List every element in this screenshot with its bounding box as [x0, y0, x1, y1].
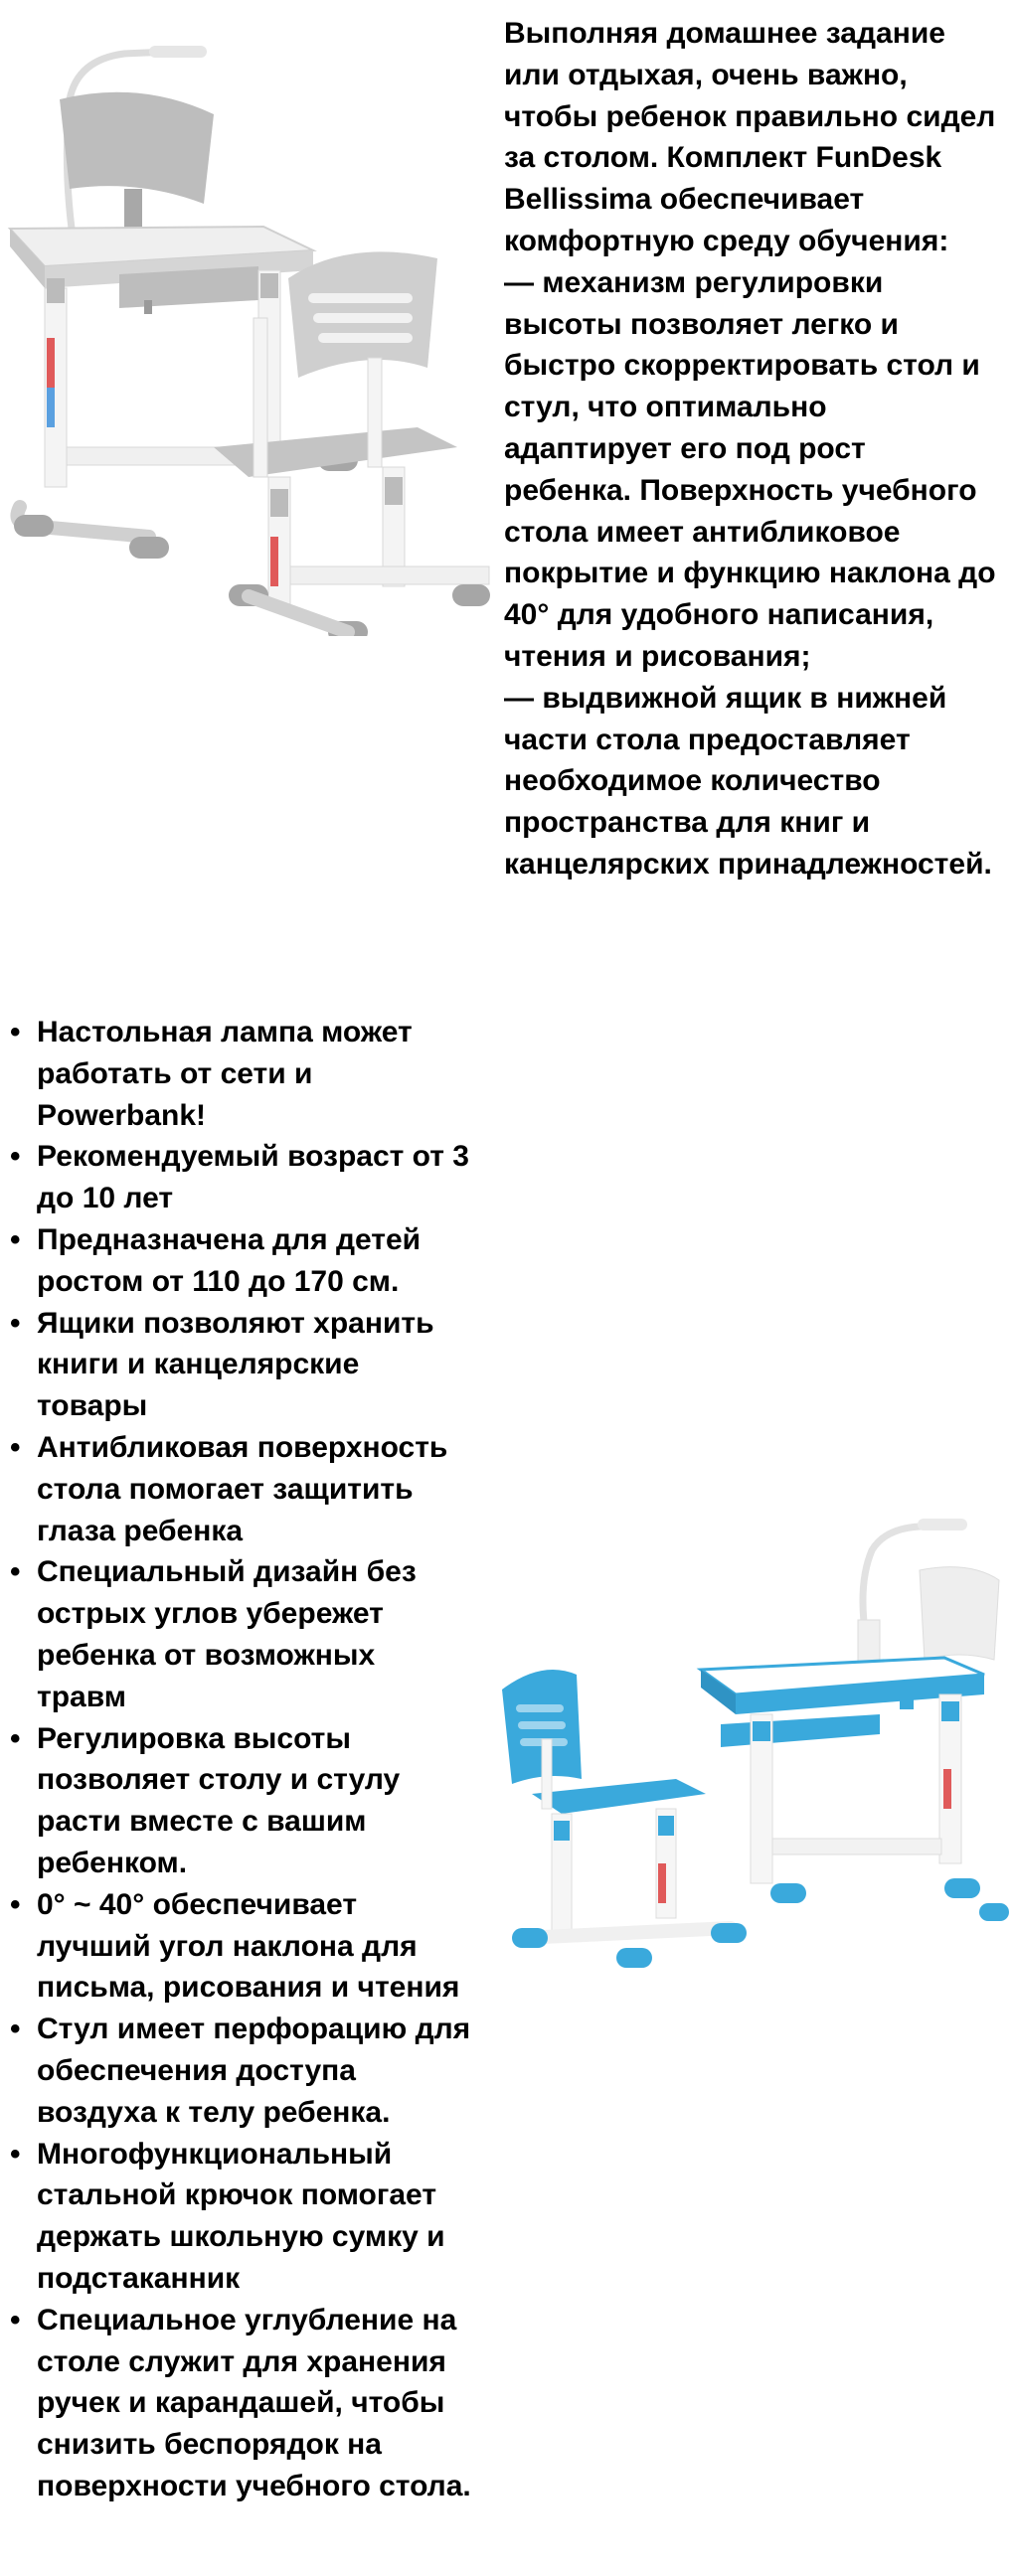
feature-text: Антибликовая поверхность стола помогает защитить глаза ребенка [37, 1430, 448, 1547]
bullet-icon: • [10, 2137, 21, 2171]
bullet-icon: • [10, 1887, 21, 1921]
feature-text: Многофункциональный стальной крючок помогает держать школьную сумку и подстаканник [37, 2137, 445, 2295]
grey-desk-chair-image [0, 40, 492, 636]
feature-text: Предназначена для детей ростом от 110 до 170 см. [37, 1222, 422, 1298]
intro-point-height-adjustment: — механизм регулировки высоты позволяет легко и быстро скорректировать стол и стул, что оптимально адаптирует его под рост ребенка. Поверхность учебного стола имеет антибликовое покрытие и функцию наклона до 40° для удобного написания, чтения и рисования; [504, 265, 996, 673]
feature-text: Стул имеет перфорацию для обеспечения доступа воздуха к телу ребенка. [37, 2012, 471, 2129]
feature-text: Рекомендуемый возраст от 3 до 10 лет [37, 1140, 469, 1215]
list-item [0, 2134, 472, 2300]
list-item [0, 1884, 472, 2009]
bullet-icon: • [10, 1016, 21, 1048]
bullet-icon: • [10, 2012, 21, 2046]
list-item [0, 1136, 472, 1219]
feature-text: Настольная лампа может работать от сети и Powerbank! [37, 1016, 413, 1132]
list-item [0, 1012, 472, 1136]
bullet-icon: • [10, 1555, 21, 1589]
feature-text: 0° ~ 40° обеспечивает лучший угол наклона для письма, рисования и чтения [37, 1887, 460, 2005]
list-item [0, 1303, 472, 1427]
list-item [0, 2009, 472, 2133]
bullet-icon: • [10, 1140, 21, 1174]
bullet-icon: • [10, 2303, 21, 2336]
bullet-icon: • [10, 1721, 21, 1755]
intro-paragraph: Выполняя домашнее задание или отдыхая, очень важно, чтобы ребенок правильно сидел за столом. Комплект FunDesk Bellissima обеспечивает комфортную среду обучения: [504, 17, 996, 257]
list-item [0, 1551, 472, 1717]
list-item [0, 2300, 472, 2507]
list-item [0, 1718, 472, 1884]
list-item [0, 1219, 472, 1303]
feature-text: Специальный дизайн без острых углов убережет ребенка от возможных травм [37, 1555, 417, 1713]
feature-text: Специальное углубление на столе служит для хранения ручек и карандашей, чтобы снизить беспорядок на поверхности учебного стола. [37, 2303, 471, 2502]
bullet-icon: • [10, 1430, 21, 1464]
bullet-icon: • [10, 1306, 21, 1340]
feature-text: Ящики позволяют хранить книги и канцелярские товары [37, 1306, 434, 1423]
bullet-icon: • [10, 1222, 21, 1256]
intro-text [504, 13, 1001, 886]
intro-point-drawer: — выдвижной ящик в нижней части стола предоставляет необходимое количество пространства для книг и канцелярских принадлежностей. [504, 681, 992, 881]
blue-desk-chair-image [502, 1511, 1014, 1978]
feature-text: Регулировка высоты позволяет столу и стулу расти вместе с вашим ребенком. [37, 1721, 401, 1879]
list-item [0, 1427, 472, 1551]
features-list [0, 1012, 472, 2507]
